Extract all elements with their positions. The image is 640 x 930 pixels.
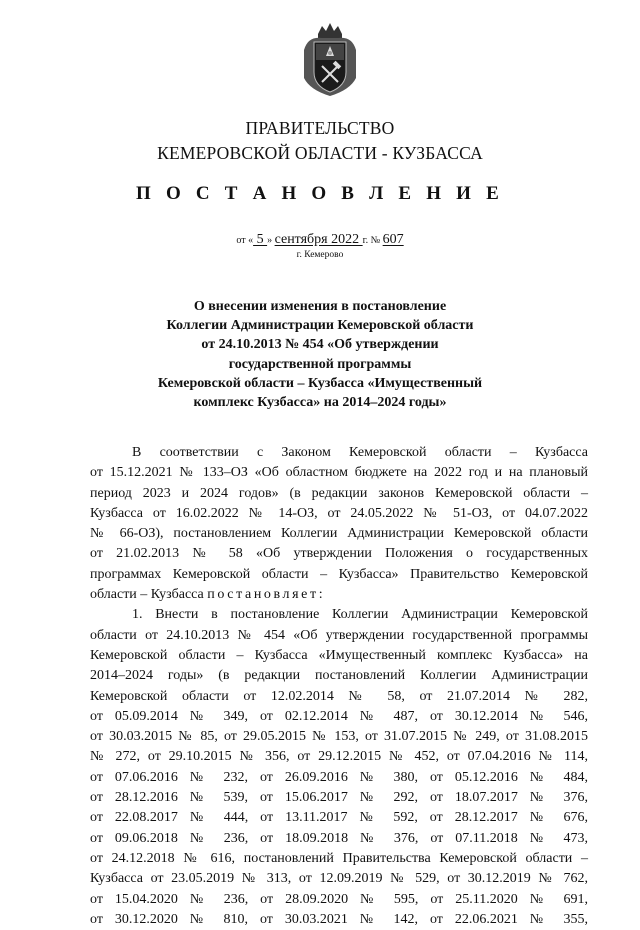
body-line: от 05.09.2014 № 349, от 02.12.2014 № 487, от 30.12.2014 № 546, (90, 708, 588, 724)
body-line-resolution (90, 585, 588, 605)
body-line: Кузбасса от 16.02.2022 № 14-ОЗ, от 24.05.2022 № 51-ОЗ, от 04.07.2022 (90, 505, 588, 521)
body-line: от 28.12.2016 № 539, от 15.06.2017 № 292, от 18.07.2017 № 376, (90, 790, 588, 806)
decree-body (90, 443, 588, 930)
body-line: № 272, от 29.10.2015 № 356, от 29.12.2015 № 452, от 07.04.2016 № 114, (90, 749, 588, 765)
body-line: Кемеровской области от 12.02.2014 № 58, от 21.07.2014 № 282, (90, 688, 588, 704)
subject-line: О внесении изменения в постановление (193, 299, 447, 314)
body-line: от 21.02.2013 № 58 «Об утверждении Положения о государственных (90, 546, 588, 562)
body-line: В соответствии с Законом Кемеровской области – Кузбасса (132, 445, 588, 460)
subject-line: комплекс Кузбасса» на 2014–2024 годы» (193, 395, 447, 411)
government-name-line1: ПРАВИТЕЛЬСТВО (245, 118, 395, 138)
decree-date-number (0, 232, 640, 248)
date-year-suffix: г. (362, 235, 369, 246)
body-line: от 09.06.2018 № 236, от 18.09.2018 № 376, от 07.11.2018 № 473, (90, 830, 588, 846)
date-separator: » (267, 235, 275, 246)
body-line: Кемеровской области – Кузбасса «Имущественный комплекс Кузбасса» на (90, 647, 588, 663)
city-name: г. Кемерово (296, 250, 344, 260)
body-line: период 2023 и 2024 годов» (в редакции законов Кемеровской области – (90, 485, 588, 501)
resolution-word: постановляет: (207, 587, 326, 603)
body-line: области от 24.10.2013 № 454 «Об утверждении государственной программы (90, 627, 588, 643)
body-line: от 24.12.2018 № 616, постановлений Правительства Кемеровской области – (90, 850, 588, 866)
date-day: 5 (253, 232, 268, 247)
subject-line: государственной программы (228, 356, 412, 372)
body-line: 1. Внести в постановление Коллегии Администрации Кемеровской (132, 607, 588, 623)
body-line: от 15.04.2020 № 236, от 28.09.2020 № 595, от 25.11.2020 № 691, (90, 891, 588, 907)
subject-line: Кемеровской области – Кузбасса «Имущественный (157, 375, 483, 391)
subject-line: Коллегии Администрации Кемеровской области (166, 318, 474, 334)
resolution-prefix: области – Кузбасса (90, 587, 208, 603)
body-line: 2014–2024 годы» (в редакции постановлений Коллегии Администрации (90, 668, 588, 684)
subject-line: от 24.10.2013 № 454 «Об утверждении (201, 337, 439, 353)
body-line: от 15.12.2021 № 133–ОЗ «Об областном бюджете на 2022 год и на плановый (90, 465, 588, 481)
body-line: от 22.08.2017 № 444, от 13.11.2017 № 592, от 28.12.2017 № 676, (90, 810, 588, 826)
body-line: от 30.12.2020 № 810, от 30.03.2021 № 142, от 22.06.2021 № 355, (90, 911, 588, 927)
government-name-line2: КЕМЕРОВСКОЙ ОБЛАСТИ - КУЗБАССА (157, 143, 483, 163)
body-line: программах Кемеровской области – Кузбасса» Правительство Кемеровской (90, 566, 588, 582)
kuzbass-coat-of-arms-icon (300, 20, 360, 98)
body-line: № 66-ОЗ), постановлением Коллегии Администрации Кемеровской области (90, 526, 588, 542)
decree-number: 607 (382, 232, 404, 247)
number-prefix: № (368, 235, 383, 246)
body-line: от 07.06.2016 № 232, от 26.09.2016 № 380, от 05.12.2016 № 484, (90, 769, 588, 785)
date-month-year: сентября 2022 (274, 232, 363, 247)
date-prefix: от « (236, 235, 254, 246)
body-line: Кузбасса от 23.05.2019 № 313, от 12.09.2019 № 529, от 30.12.2019 № 762, (90, 871, 588, 887)
decree-subject (120, 297, 520, 412)
document-type-title: П О С Т А Н О В Л Е Н И Е (136, 183, 504, 204)
body-line: от 30.03.2015 № 85, от 29.05.2015 № 153, от 31.07.2015 № 249, от 31.08.2015 (90, 729, 588, 745)
